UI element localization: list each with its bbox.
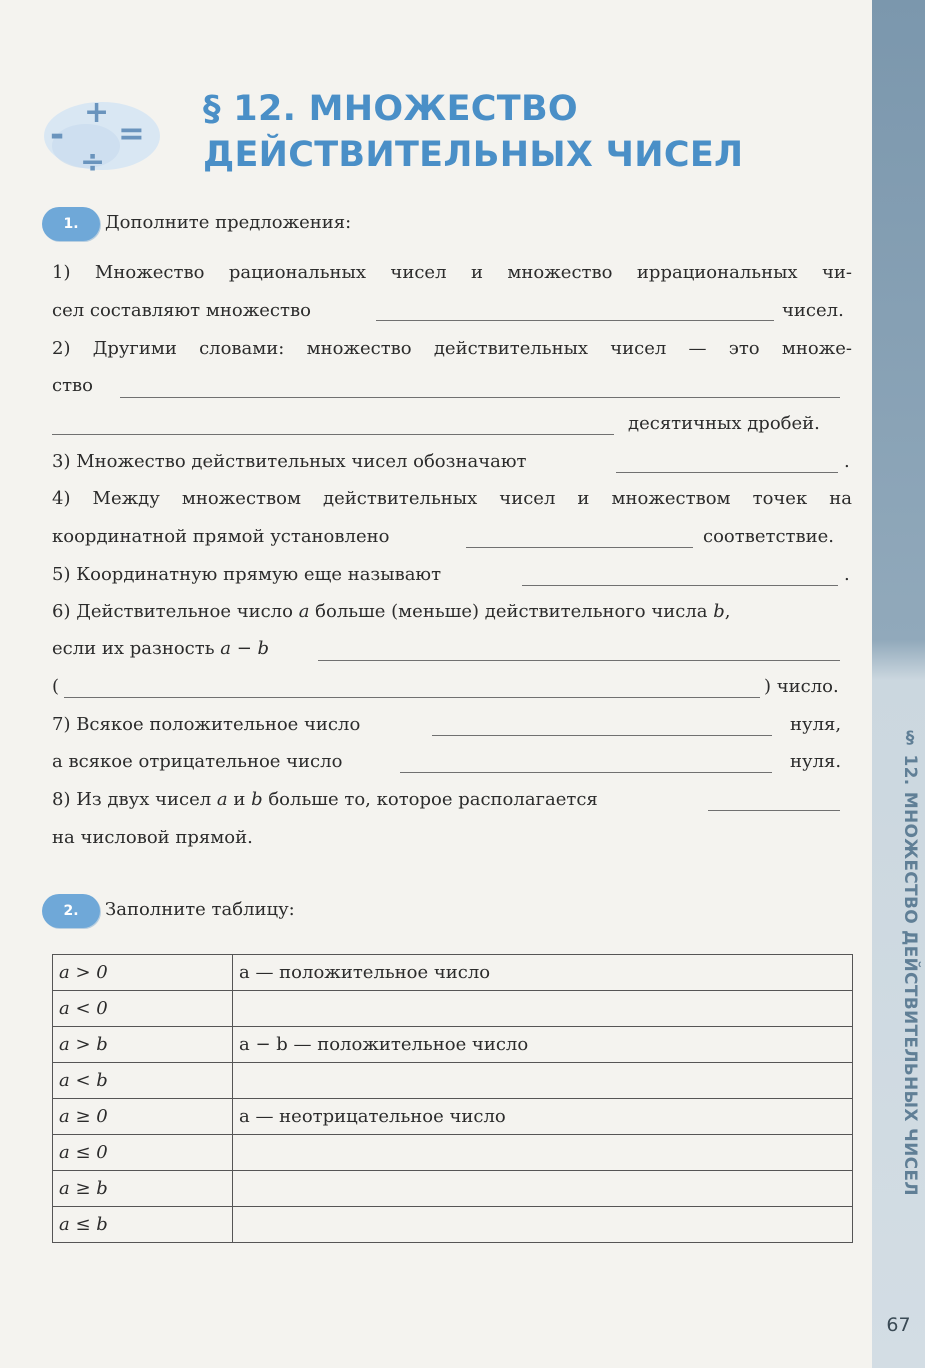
var-b: b [251, 789, 263, 810]
condition-cell: a ≥ 0 [53, 1099, 233, 1135]
task-1-line-6c: ) число. [764, 676, 839, 697]
table-row [53, 955, 853, 991]
task-1-line-7a: 7) Всякое положительное число [52, 714, 361, 735]
table-row [53, 1135, 853, 1171]
table-row [53, 1099, 853, 1135]
page-title-line-2: ДЕЙСТВИТЕЛЬНЫХ ЧИСЕЛ [203, 135, 744, 175]
task-1-line-7c: а всякое отрицательное число [52, 751, 343, 772]
task-1-line-2c: десятичных дробей. [628, 413, 820, 434]
answer-blank-7b[interactable] [400, 772, 772, 773]
minus-sign: − [230, 638, 258, 659]
answer-blank-7a[interactable] [432, 735, 772, 736]
table-row [53, 1207, 853, 1243]
table-row [53, 991, 853, 1027]
task-1-line-5-dot: . [844, 564, 850, 585]
task-1-line-8a [52, 789, 598, 810]
answer-blank-8[interactable] [708, 810, 840, 811]
description-cell[interactable] [233, 991, 853, 1027]
page-title-line-1: § 12. МНОЖЕСТВО [203, 89, 578, 129]
answer-blank-3[interactable] [616, 472, 838, 473]
comma: , [724, 601, 731, 622]
condition-cell: a ≤ b [53, 1207, 233, 1243]
task-2-title: Заполните таблицу: [105, 899, 295, 920]
task-1-line-4b: координатной прямой установлено [52, 526, 390, 547]
task-1-line-4a: 4) Между множеством действительных чисел и множеством точек на [52, 488, 852, 509]
text-fragment: 6) Действительное число [52, 601, 299, 622]
task-1-line-6-open-paren: ( [52, 676, 60, 697]
description-cell[interactable]: a — неотрицательное число [233, 1099, 853, 1135]
condition-cell: a ≥ b [53, 1171, 233, 1207]
table-row [53, 1171, 853, 1207]
minus-icon: - [50, 115, 65, 155]
description-cell[interactable]: a — положительное число [233, 955, 853, 991]
var-b: b [257, 638, 270, 659]
table-row [53, 1063, 853, 1099]
page-title [203, 86, 743, 178]
table-row [53, 1027, 853, 1063]
text-fragment: больше (меньше) действительного числа [309, 601, 714, 622]
description-cell[interactable]: a − b — положительное число [233, 1027, 853, 1063]
task-1-line-2b: ство [52, 375, 94, 396]
description-cell[interactable] [233, 1207, 853, 1243]
task-1-line-6a [52, 601, 730, 622]
description-cell[interactable] [233, 1171, 853, 1207]
var-a: a [298, 601, 310, 622]
text-fragment: 8) Из двух чисел [52, 789, 217, 810]
answer-blank-1[interactable] [376, 320, 774, 321]
answer-blank-2a[interactable] [120, 397, 840, 398]
task-1-line-1a: 1) Множество рациональных чисел и множество иррациональных чи- [52, 262, 852, 283]
condition-cell: a ≤ 0 [53, 1135, 233, 1171]
condition-cell: a > b [53, 1027, 233, 1063]
condition-cell: a < b [53, 1063, 233, 1099]
inequality-table [52, 954, 853, 1243]
condition-cell: a < 0 [53, 991, 233, 1027]
text-fragment: и [227, 789, 252, 810]
var-b: b [713, 601, 725, 622]
task-1-line-7b: нуля, [790, 714, 842, 735]
divide-icon: ÷ [80, 145, 106, 178]
answer-blank-5[interactable] [522, 585, 838, 586]
answer-blank-6a[interactable] [318, 660, 840, 661]
description-cell[interactable] [233, 1135, 853, 1171]
task-1-line-8b: на числовой прямой. [52, 827, 253, 848]
task-1-badge: 1. [42, 207, 100, 241]
task-1-line-4c: соответствие. [703, 526, 835, 547]
answer-blank-4[interactable] [466, 547, 693, 548]
plus-icon: + [84, 95, 110, 130]
task-1-line-3-dot: . [844, 451, 850, 472]
text-fragment: если их разность [52, 638, 221, 659]
text-fragment: больше то, которое располагается [262, 789, 598, 810]
task-1-title: Дополните предложения: [105, 212, 352, 233]
task-1-line-6b [52, 638, 269, 659]
answer-blank-6b[interactable] [64, 697, 760, 698]
page-number: 67 [886, 1314, 911, 1336]
task-1-line-7d: нуля. [790, 751, 842, 772]
answer-blank-2b[interactable] [52, 434, 614, 435]
equals-icon: = [118, 114, 145, 152]
task-2-badge: 2. [42, 894, 100, 928]
task-1-line-1c: чисел. [782, 300, 844, 321]
var-a: a [220, 638, 231, 659]
task-1-line-2a: 2) Другими словами: множество действительных чисел — это множе- [52, 338, 852, 359]
task-1-line-3a: 3) Множество действительных чисел обозначают [52, 451, 527, 472]
task-1-line-1b: сел составляют множество [52, 300, 311, 321]
side-section-label: § 12. МНОЖЕСТВО ДЕЙСТВИТЕЛЬНЫХ ЧИСЕЛ [900, 728, 920, 1196]
description-cell[interactable] [233, 1063, 853, 1099]
condition-cell: a > 0 [53, 955, 233, 991]
var-a: a [216, 789, 228, 810]
math-signs-icon [38, 92, 162, 178]
task-1-line-5a: 5) Координатную прямую еще называют [52, 564, 442, 585]
